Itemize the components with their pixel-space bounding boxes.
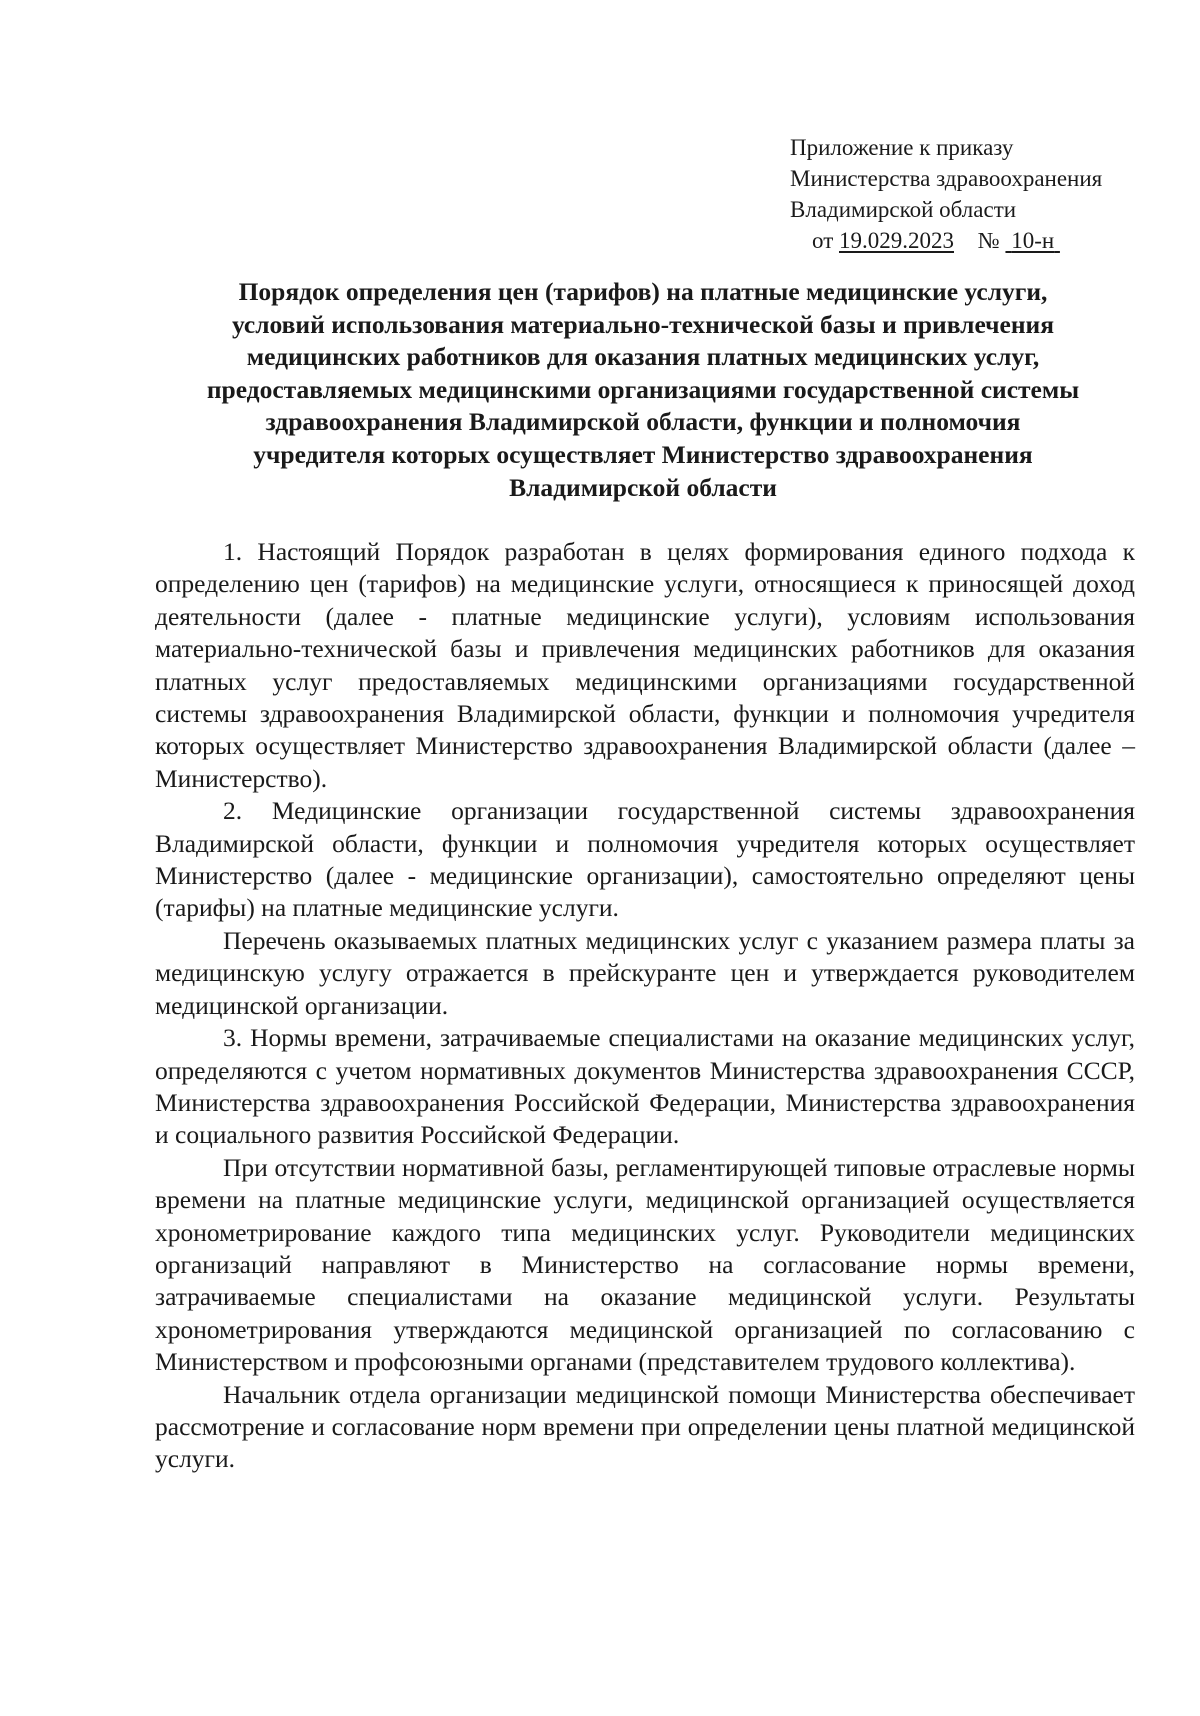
paragraph-5: При отсутствии нормативной базы, регламентирующей типовые отраслевые нормы времени на платные медицинские услуги, медицинской организацией осуществляется хронометрирование каждого типа медицинских услуг. Руководители медицинских организаций направляют в Министерство на согласование нормы времени, затрачиваемые специалистами на оказание медицинской услуги. Результаты хронометрирования утверждаются медицинской организацией по согласованию с Министерством и профсоюзными органами (представителем трудового коллектива). <box>155 1152 1135 1377</box>
paragraph-3: Перечень оказываемых платных медицинских услуг с указанием размера платы за медицинскую услугу отражается в прейскуранте цен и утверждается руководителем медицинской организации. <box>155 925 1135 1020</box>
title-line: медицинских работников для оказания платных медицинских услуг, <box>246 342 1040 372</box>
title-line: Владимирской области <box>509 472 777 502</box>
order-date-line <box>790 225 1170 256</box>
date-prefix: от <box>812 228 834 253</box>
order-number: 10-н <box>1011 228 1055 253</box>
title-line: Порядок определения цен (тарифов) на платные медицинские услуги, <box>238 277 1048 306</box>
title-line: учредителя которых осуществляет Министерство здравоохранения <box>253 439 1033 469</box>
title-line: здравоохранения Владимирской области, функции и полномочия <box>265 407 1021 437</box>
appendix-header <box>790 132 1170 256</box>
title-line: предоставляемых медицинскими организациями государственной системы <box>206 374 1080 404</box>
paragraph-6: Начальник отдела организации медицинской помощи Министерства обеспечивает рассмотрение и согласование норм времени при определении цены платной медицинской услуги. <box>155 1379 1135 1474</box>
paragraph-2: 2. Медицинские организации государственной системы здравоохранения Владимирской области, функции и полномочия учредителя которых осуществляет Министерство (далее - медицинские организации), самостоятельно определяют цены (тарифы) на платные медицинские услуги. <box>155 796 1135 923</box>
region-line: Владимирской области <box>790 197 1017 222</box>
ministry-line: Министерства здравоохранения <box>790 166 1103 191</box>
appendix-line: Приложение к приказу <box>790 135 1014 160</box>
document-body <box>155 536 1135 1476</box>
paragraph-1: 1. Настоящий Порядок разработан в целях формирования единого подхода к определению цен (тарифов) на медицинские услуги, относящиеся к приносящей доход деятельности (далее - платные медицинские услуги), условиям использования материально-технической базы и привлечения медицинских работников для оказания платных услуг предоставляемых медицинскими организациями государственной системы здравоохранения Владимирской области, функции и полномочия учредителя которых осуществляет Министерство здравоохранения Владимирской области (далее – Министерство). <box>155 537 1135 793</box>
title-line: условий использования материально-технической базы и привлечения <box>231 309 1055 339</box>
document-title <box>150 276 1136 504</box>
order-date: 19.029.2023 <box>839 228 954 253</box>
number-sign: № <box>977 228 1000 253</box>
paragraph-4: 3. Нормы времени, затрачиваемые специалистами на оказание медицинских услуг, определяются с учетом нормативных документов Министерства здравоохранения СССР, Министерства здравоохранения Российской Федерации, Министерства здравоохранения и социального развития Российской Федерации. <box>155 1023 1135 1150</box>
